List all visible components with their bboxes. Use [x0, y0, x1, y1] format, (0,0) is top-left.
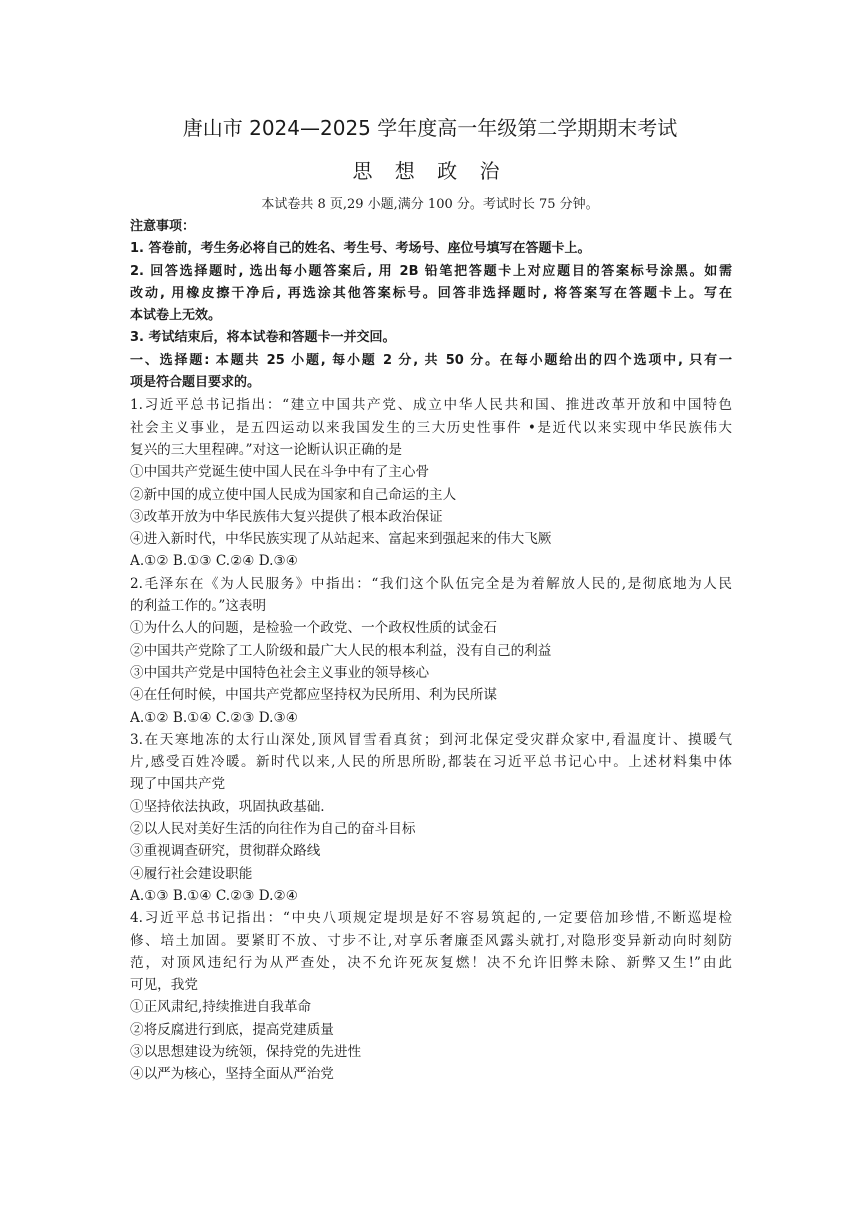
notice-item-2-line-1: 2. 回答选择题时, 选出每小题答案后, 用 2B 铅笔把答题卡上对应题目的答案标号涂黑。如需 [130, 263, 732, 279]
question-4-stem-line-3: 范，对顶风违纪行为从严查处，决不允许死灰复燃！决不允许旧弊未除、新弊又生!”由此 [130, 954, 732, 971]
question-2-stem-line-2: 的利益工作的。”这表明 [130, 598, 267, 615]
notice-item-1: 1. 答卷前，考生务必将自己的姓名、考生号、考场号、座位号填写在答题卡上。 [130, 241, 591, 257]
question-3-stem-line-1: 3.在天寒地冻的太行山深处,顶风冒雪看真贫；到河北保定受灾群众家中,看温度计、摸暖气 [130, 731, 732, 748]
exam-content [130, 216, 732, 1086]
question-1-option-3: ③改革开放为中华民族伟大复兴提供了根本政治保证 [130, 508, 443, 525]
exam-info: 本试卷共 8 页,29 小题,满分 100 分。考试时长 75 分钟。 [261, 197, 599, 212]
question-4-option-3: ③以思想建设为统领，保持党的先进性 [130, 1043, 362, 1060]
question-3-stem-line-3: 现了中国共产党 [130, 776, 226, 793]
question-2-option-4: ④在任何时候，中国共产党都应坚持权为民所用、利为民所谋 [130, 687, 498, 704]
question-4-stem-line-1: 4.习近平总书记指出：“中央八项规定堤坝是好不容易筑起的,一定要倍加珍惜,不断巡堤检 [130, 910, 732, 927]
question-1-option-1: ①中国共产党诞生使中国人民在斗争中有了主心骨 [130, 464, 430, 481]
notice-heading: 注意事项： [130, 219, 196, 234]
question-3-stem-line-2: 片,感受百姓冷暖。新时代以来,人民的所思所盼,都装在习近平总书记心中。上述材料集中体 [130, 754, 732, 771]
section-1-line-1: 一、选择题: 本题共 25 小题, 每小题 2 分, 共 50 分。在每小题给出的四个选项中, 只有一 [130, 352, 732, 368]
question-2-option-2: ②中国共产党除了工人阶级和最广大人民的根本利益，没有自己的利益 [130, 642, 552, 659]
exam-title: 唐山市 2024—2025 学年度高一年级第二学期期末考试 [182, 116, 678, 140]
question-3-option-4: ④履行社会建设职能 [130, 865, 253, 882]
question-2-option-3: ③中国共产党是中国特色社会主义事业的领导核心 [130, 664, 430, 681]
question-1-stem-line-1: 1.习近平总书记指出：“建立中国共产党、成立中华人民共和国、推进改革开放和中国特色 [130, 397, 732, 414]
subject-title: 思 想 政 治 [352, 159, 508, 183]
question-1-stem-line-3: 复兴的三大里程碑。”对这一论断认识正确的是 [130, 441, 403, 458]
question-3-option-3: ③重视调查研究，贯彻群众路线 [130, 843, 321, 860]
question-2-stem-line-1: 2.毛泽东在《为人民服务》中指出：“我们这个队伍完全是为着解放人民的,是彻底地为人民 [130, 575, 732, 592]
notice-item-2-line-3: 本试卷上无效。 [130, 308, 222, 324]
question-1-stem-line-2: 社会主义事业，是五四运动以来我国发生的三大历史性事件 •是近代以来实现中华民族伟大 [130, 419, 732, 436]
question-4-stem-line-2: 修、培土加固。要紧盯不放、寸步不让,对享乐奢廉歪风露头就打,对隐形变异新动向时刻防 [130, 932, 732, 949]
section-1-line-2: 项是符合题目要求的。 [130, 375, 261, 391]
question-1-answers: A.①② B.①③ C.②④ D.③④ [130, 553, 298, 570]
question-3-answers: A.①③ B.①④ C.②③ D.②④ [130, 887, 298, 904]
question-4-option-1: ①正风肃纪,持续推进自我革命 [130, 999, 312, 1016]
question-4-stem-line-4: 可见，我党 [130, 977, 198, 994]
question-4-option-2: ②将反腐进行到底，提高党建质量 [130, 1021, 334, 1038]
notice-item-3: 3. 考试结束后，将本试卷和答题卡一并交回。 [130, 330, 396, 346]
question-1-option-4: ④进入新时代，中华民族实现了从站起来、富起来到强起来的伟大飞厥 [130, 531, 552, 548]
question-1-option-2: ②新中国的成立使中国人民成为国家和自己命运的主人 [130, 486, 457, 503]
question-3-option-2: ②以人民对美好生活的向往作为自己的奋斗目标 [130, 821, 416, 838]
question-2-answers: A.①② B.①④ C.②③ D.③④ [130, 709, 298, 726]
notice-item-2-line-2: 改动, 用橡皮擦干净后, 再选涂其他答案标号。回答非选择题时, 将答案写在答题卡上。写在 [130, 285, 732, 301]
question-3-option-1: ①坚持依法执政，巩固执政基础. [130, 798, 325, 815]
question-4-option-4: ④以严为核心，坚持全面从严治党 [130, 1066, 334, 1083]
question-2-option-1: ①为什么人的问题，是检验一个政党、一个政权性质的试金石 [130, 620, 498, 637]
